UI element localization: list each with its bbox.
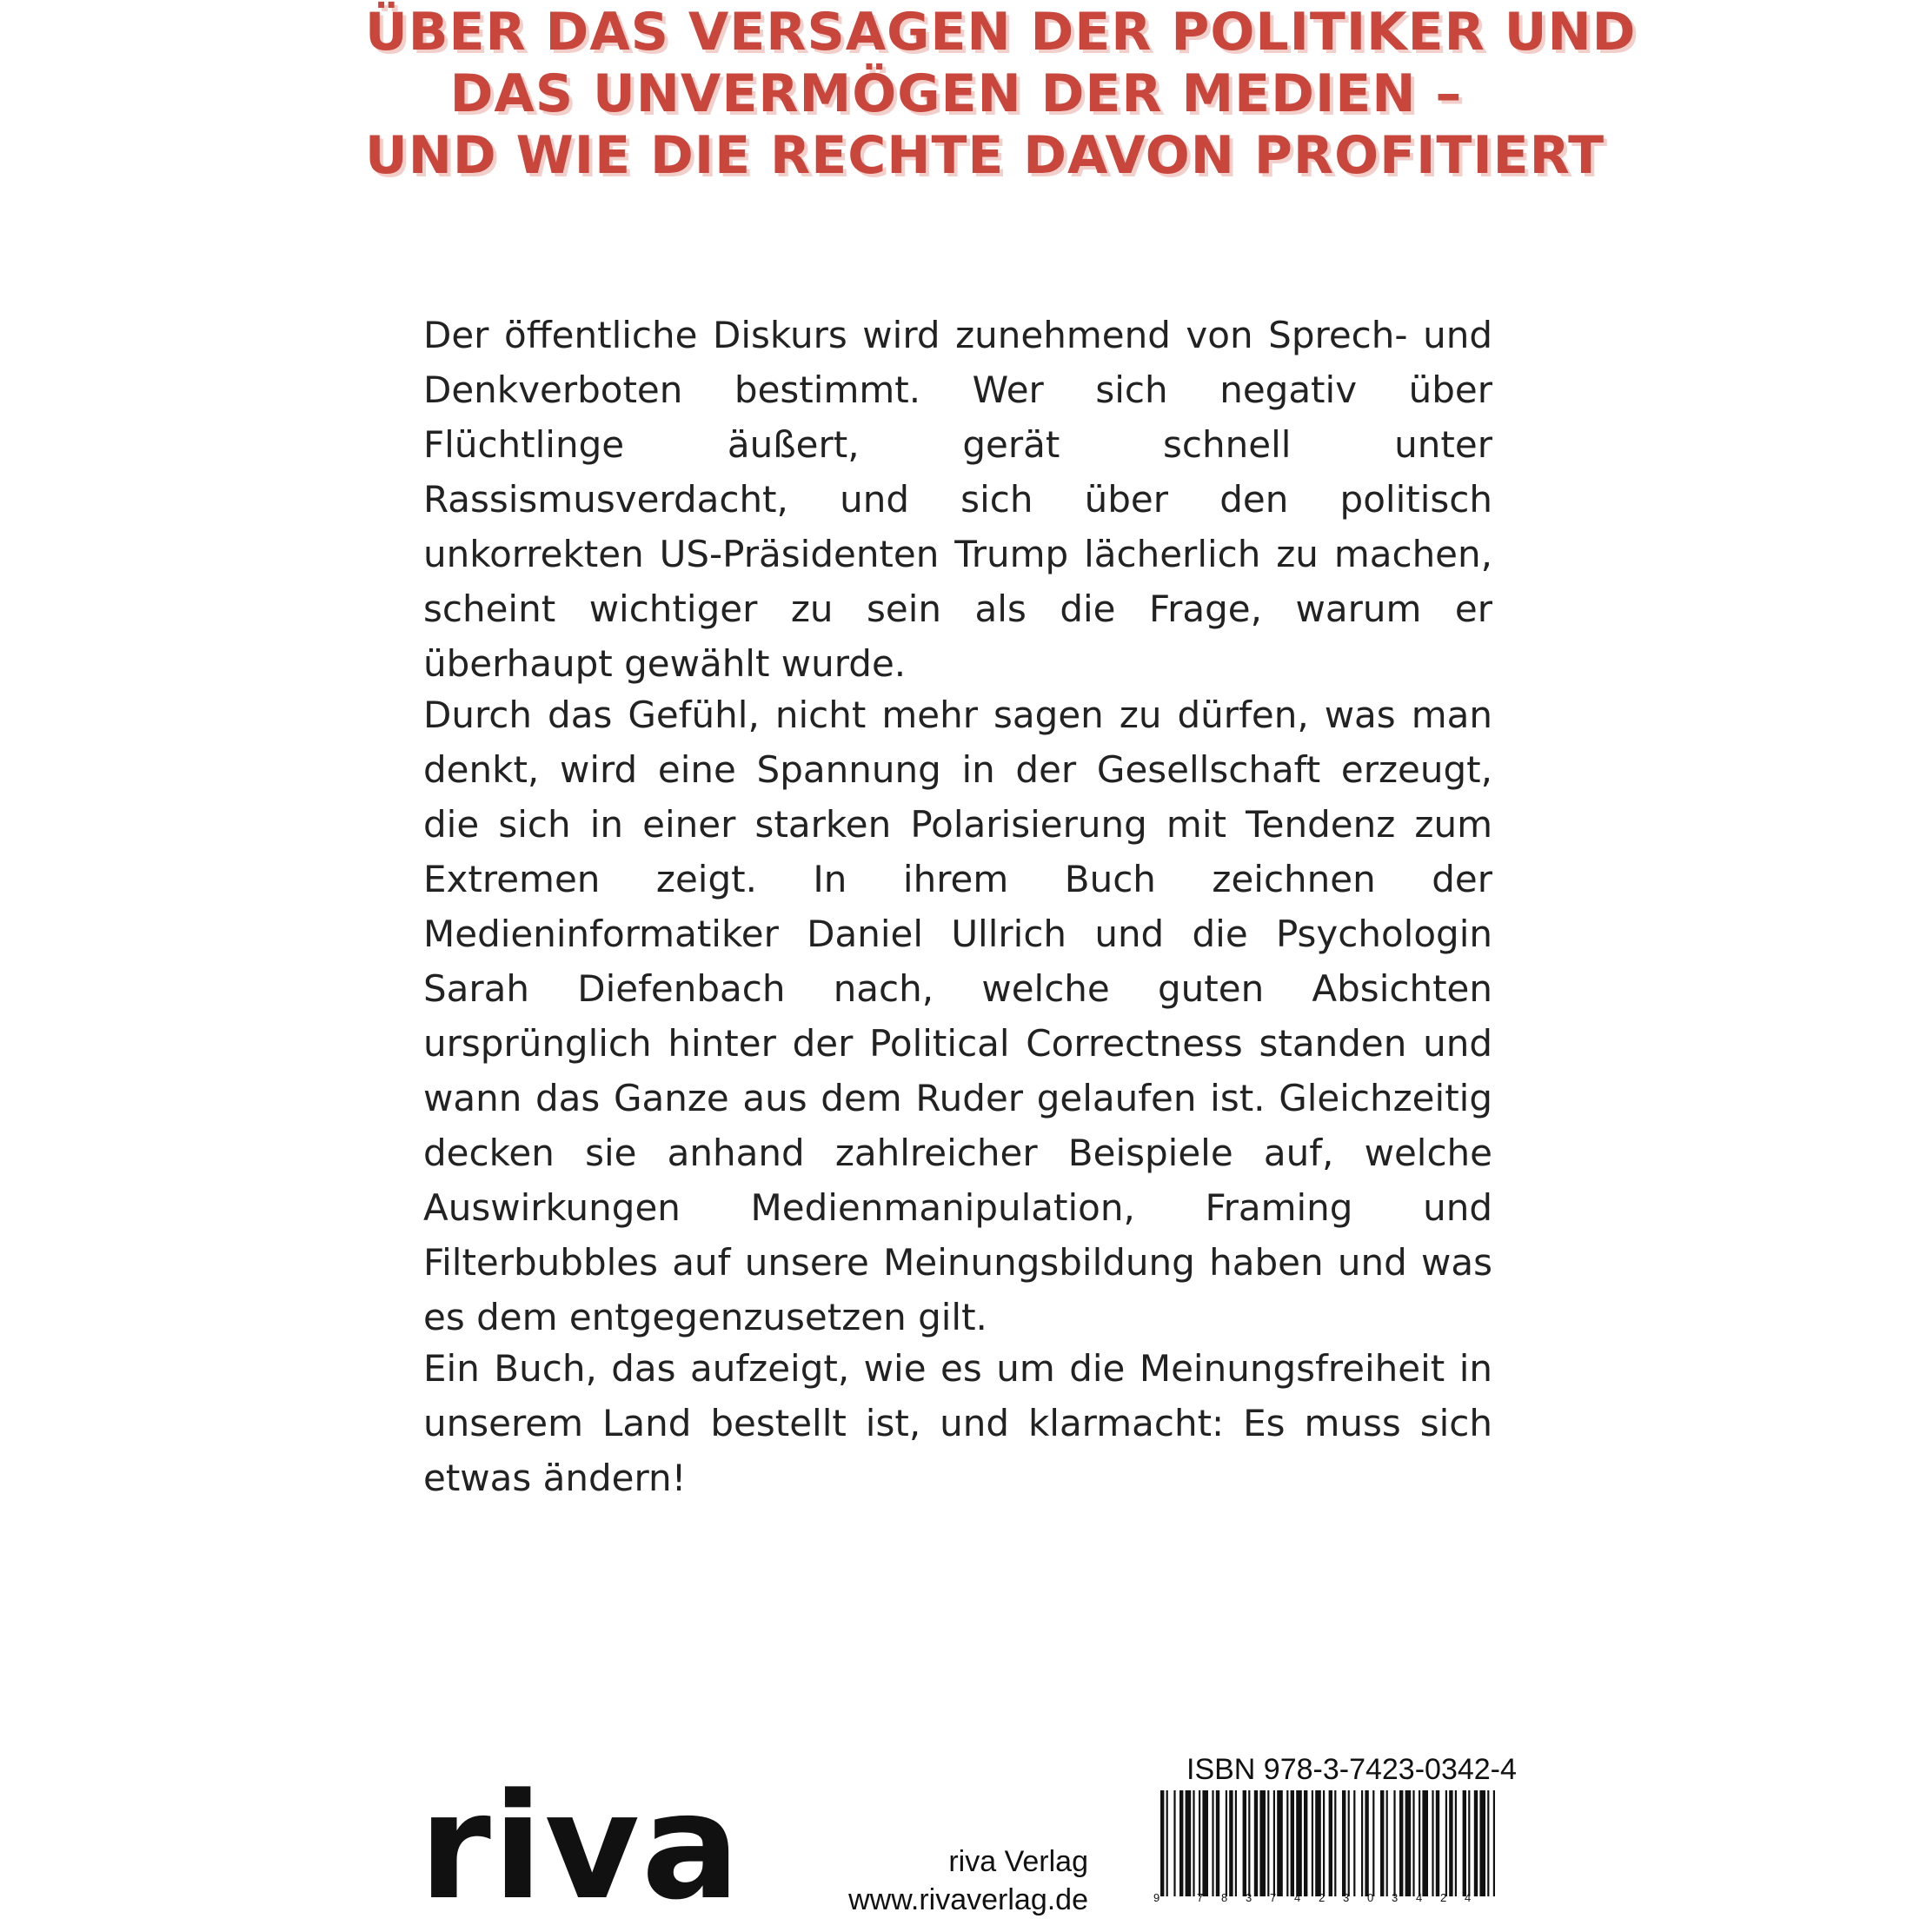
barcode-digit: 2 — [1440, 1891, 1447, 1904]
barcode-digit: 3 — [1392, 1891, 1399, 1904]
barcode-digit: 9 — [1153, 1891, 1160, 1904]
blurb-paragraph-1 — [423, 308, 1492, 691]
blurb-paragraph-2-text: Durch das Gefühl, nicht mehr sagen zu dürfen, was man denkt, wird eine Spannung in der Gesellschaft erzeugt, die sich in einer starken Polarisierung mit Tendenz zum Extremen zeigt. In ihrem Buch zeichnen der Medieninformatiker Daniel Ullrich und die Psychologin Sarah Diefenbach nach, welche guten Absichten ursprünglich hinter der Political Correctness standen und wann das Ganze aus dem Ruder gelaufen ist. Gleichzeitig decken sie anhand zahlreicher Beispiele auf, welche Auswirkungen Medienmanipulation, Framing und Filterbubbles auf unsere Meinungsbildung haben und was es dem entgegenzusetzen gilt. — [423, 694, 1492, 1338]
barcode-digit: 4 — [1416, 1891, 1423, 1904]
isbn-label: ISBN 978-3-7423-0342-4 — [1186, 1753, 1517, 1786]
barcode-digit: 7 — [1270, 1891, 1277, 1904]
headline — [365, 2, 1637, 187]
publisher-website: www.rivaverlag.de — [848, 1883, 1088, 1916]
headline-line-3: UND WIE DIE RECHTE DAVON PROFITIERT — [365, 125, 1605, 186]
riva-logo: riva — [419, 1762, 742, 1932]
blurb-paragraph-3 — [423, 1341, 1492, 1505]
barcode-digit: 7 — [1197, 1891, 1204, 1904]
barcode-digit: 0 — [1367, 1891, 1374, 1904]
blurb-paragraph-1-text: Der öffentliche Diskurs wird zunehmend von Sprech- und Denkverboten bestimmt. Wer sich negativ über Flüchtlinge äußert, gerät schnell unter Rassismusverdacht, und sich über den politisch unkorrekten US-Präsidenten Trump lächerlich zu machen, scheint wichtiger zu sein als die Frage, warum er überhaupt gewählt wurde. — [423, 314, 1492, 685]
barcode-digit: 8 — [1221, 1891, 1228, 1904]
barcode-digit: 2 — [1319, 1891, 1326, 1904]
publisher-name: riva Verlag — [948, 1845, 1088, 1878]
barcode-digit: 4 — [1465, 1891, 1472, 1904]
barcode-icon — [1160, 1790, 1495, 1903]
barcode-digit: 3 — [1343, 1891, 1350, 1904]
headline-line-2: DAS UNVERMÖGEN DER MEDIEN – — [449, 63, 1463, 124]
barcode-digit: 4 — [1294, 1891, 1301, 1904]
headline-line-1: ÜBER DAS VERSAGEN DER POLITIKER UND — [365, 2, 1637, 63]
blurb-paragraph-3-text: Ein Buch, das aufzeigt, wie es um die Meinungsfreiheit in unserem Land bestellt ist, und klarmacht: Es muss sich etwas ändern! — [423, 1347, 1492, 1499]
barcode-digit: 3 — [1246, 1891, 1253, 1904]
blurb-paragraph-2 — [423, 687, 1492, 1344]
publisher-info — [782, 1842, 1088, 1919]
